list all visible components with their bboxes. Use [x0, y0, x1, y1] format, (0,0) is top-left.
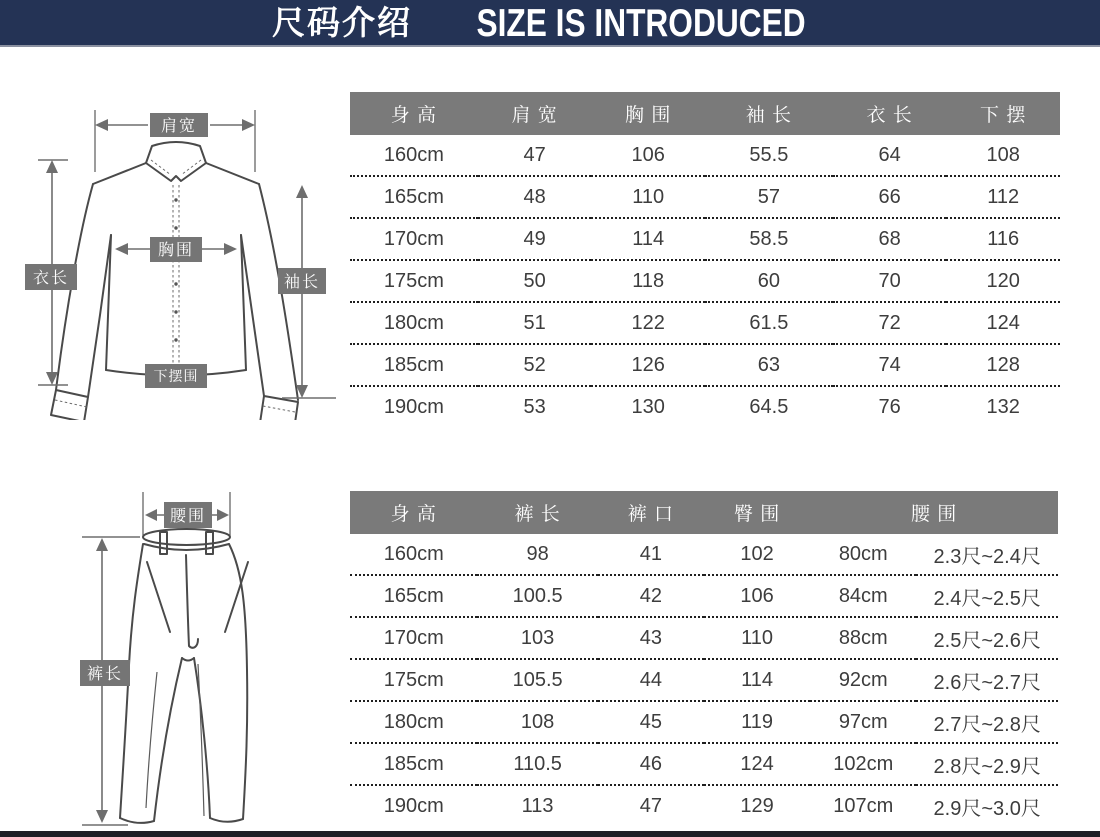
table-cell: 46 — [598, 743, 704, 785]
table-row — [350, 575, 1058, 617]
column-header: 腰 围 — [810, 491, 1058, 534]
table-cell: 124 — [946, 302, 1060, 344]
table-cell: 61.5 — [705, 302, 833, 344]
table-cell: 190cm — [383, 395, 444, 418]
pants-figure — [60, 480, 340, 835]
column-header: 袖 长 — [705, 92, 833, 135]
table-cell: 106 — [591, 135, 705, 176]
table-row — [350, 386, 1060, 427]
garment-length-arrow — [25, 160, 77, 385]
table-cell: 190cm — [383, 794, 444, 817]
table-cell: 41 — [598, 534, 704, 575]
table-cell: 2.4尺~2.5尺 — [916, 575, 1058, 617]
garment-length-label: 衣长 — [32, 270, 70, 287]
table-cell: 2.3尺~2.4尺 — [916, 534, 1058, 575]
table-cell: 107cm — [833, 794, 894, 817]
table-cell: 110 — [704, 617, 810, 659]
pants-size-table — [350, 491, 1058, 826]
table-cell: 100.5 — [477, 575, 597, 617]
table-cell: 98 — [477, 534, 597, 575]
table-cell: 47 — [478, 135, 592, 176]
table-cell: 2.7尺~2.8尺 — [916, 701, 1058, 743]
table-cell: 185cm — [350, 344, 478, 386]
table-cell: 160cm — [350, 135, 478, 176]
table-cell: 42 — [598, 575, 704, 617]
table-cell: 43 — [598, 617, 704, 659]
table-cell: 165cm — [350, 575, 477, 617]
table-cell: 2.9尺~3.0尺 — [933, 797, 1041, 820]
table-cell: 2.5尺~2.6尺 — [916, 617, 1058, 659]
shoulder-width-arrow — [95, 110, 255, 172]
table-cell: 64.5 — [749, 395, 789, 418]
table-row — [350, 785, 1058, 826]
column-header: 胸 围 — [591, 92, 705, 135]
table-cell: 88cm — [810, 617, 916, 659]
table-cell: 51 — [478, 302, 592, 344]
table-cell: 63 — [705, 344, 833, 386]
chest-label: 胸围 — [157, 242, 195, 259]
table-cell: 185cm — [350, 743, 477, 785]
table-cell: 130 — [631, 395, 665, 418]
next-section-strip — [0, 831, 1100, 837]
table-cell: 170cm — [350, 617, 477, 659]
table-cell: 60 — [705, 260, 833, 302]
shirt-figure — [0, 100, 340, 420]
table-cell: 110 — [591, 176, 705, 218]
table-cell: 106 — [704, 575, 810, 617]
table-cell: 53 — [523, 395, 546, 418]
column-header: 臀 围 — [704, 491, 810, 534]
table-cell: 55.5 — [705, 135, 833, 176]
table-cell: 132 — [986, 395, 1020, 418]
shoulder-width-label: 肩宽 — [160, 118, 198, 135]
hem-label: 下摆围 — [153, 368, 199, 384]
table-cell: 48 — [478, 176, 592, 218]
table-cell: 128 — [946, 344, 1060, 386]
column-header: 身 高 — [350, 491, 477, 534]
table-row — [350, 617, 1058, 659]
banner-title-cn: 尺码介绍 — [271, 4, 412, 41]
table-cell: 114 — [591, 218, 705, 260]
table-cell: 122 — [591, 302, 705, 344]
table-cell: 175cm — [350, 260, 478, 302]
table-cell: 129 — [740, 794, 774, 817]
sleeve-length-arrow — [278, 185, 336, 398]
table-cell: 44 — [598, 659, 704, 701]
table-row — [350, 176, 1060, 218]
column-header: 裤 长 — [477, 491, 597, 534]
table-cell: 180cm — [350, 302, 478, 344]
header-row — [350, 92, 1060, 135]
column-header: 裤 口 — [598, 491, 704, 534]
table-cell: 160cm — [350, 534, 477, 575]
pants-length-label: 裤长 — [86, 666, 124, 683]
table-row — [350, 701, 1058, 743]
table-cell: 102cm — [810, 743, 916, 785]
shirt-size-table-wrap — [350, 92, 1060, 427]
table-cell: 126 — [591, 344, 705, 386]
table-row — [350, 302, 1060, 344]
table-cell: 74 — [833, 344, 947, 386]
table-cell: 180cm — [350, 701, 477, 743]
pants-outline — [120, 529, 248, 823]
table-cell: 2.8尺~2.9尺 — [916, 743, 1058, 785]
sleeve-length-label: 袖长 — [283, 274, 321, 291]
table-cell: 76 — [878, 395, 901, 418]
table-cell: 170cm — [350, 218, 478, 260]
shirt-diagram-svg — [0, 100, 340, 420]
table-row — [350, 344, 1060, 386]
pants-length-arrow — [80, 537, 140, 825]
table-cell: 116 — [946, 218, 1060, 260]
table-cell: 66 — [833, 176, 947, 218]
column-header: 下 摆 — [946, 92, 1060, 135]
chest-arrow — [115, 237, 237, 262]
table-cell: 124 — [704, 743, 810, 785]
table-cell: 119 — [704, 701, 810, 743]
table-cell: 118 — [591, 260, 705, 302]
table-cell: 97cm — [810, 701, 916, 743]
table-cell: 165cm — [350, 176, 478, 218]
table-row — [350, 743, 1058, 785]
section-banner — [0, 0, 1100, 47]
table-cell: 80cm — [810, 534, 916, 575]
table-row — [350, 135, 1060, 176]
table-cell: 113 — [521, 794, 554, 817]
table-cell: 58.5 — [705, 218, 833, 260]
table-cell: 92cm — [810, 659, 916, 701]
table-cell: 45 — [598, 701, 704, 743]
table-cell: 57 — [705, 176, 833, 218]
table-cell: 50 — [478, 260, 592, 302]
table-cell: 52 — [478, 344, 592, 386]
banner-title-en: SIZE IS INTRODUCED — [476, 0, 806, 45]
table-cell: 108 — [946, 135, 1060, 176]
table-cell: 112 — [946, 176, 1060, 218]
table-row — [350, 534, 1058, 575]
pants-diagram-svg — [60, 480, 340, 835]
table-cell: 49 — [478, 218, 592, 260]
waist-label: 腰围 — [169, 508, 207, 525]
table-cell: 70 — [833, 260, 947, 302]
table-cell: 102 — [704, 534, 810, 575]
table-cell: 105.5 — [477, 659, 597, 701]
column-header: 肩 宽 — [478, 92, 592, 135]
hem-label-group — [145, 364, 207, 388]
header-row — [350, 491, 1058, 534]
table-cell: 72 — [833, 302, 947, 344]
table-cell: 110.5 — [477, 743, 597, 785]
table-cell: 175cm — [350, 659, 477, 701]
table-cell: 114 — [704, 659, 810, 701]
table-cell: 2.6尺~2.7尺 — [916, 659, 1058, 701]
table-row — [350, 659, 1058, 701]
pants-size-table-wrap — [350, 491, 1058, 826]
table-cell: 47 — [639, 794, 663, 817]
table-cell: 103 — [477, 617, 597, 659]
shirt-size-table — [350, 92, 1060, 427]
column-header: 身 高 — [350, 92, 478, 135]
table-cell: 120 — [946, 260, 1060, 302]
table-row — [350, 218, 1060, 260]
table-cell: 64 — [833, 135, 947, 176]
table-cell: 108 — [477, 701, 597, 743]
table-cell: 84cm — [810, 575, 916, 617]
table-cell: 68 — [833, 218, 947, 260]
column-header: 衣 长 — [833, 92, 947, 135]
table-row — [350, 260, 1060, 302]
